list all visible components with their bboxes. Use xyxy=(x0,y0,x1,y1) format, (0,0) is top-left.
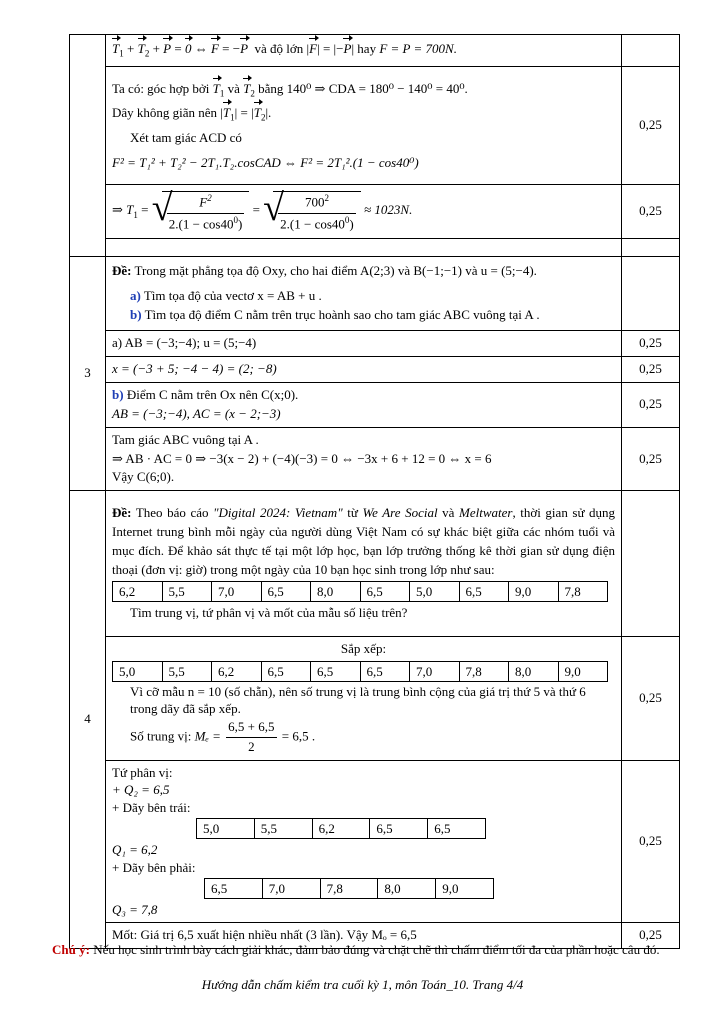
right-half-table: 6,5 7,0 7,8 8,0 9,0 xyxy=(204,878,494,899)
table-row: Sắp xếp: 5,0 5,5 6,2 6,5 6,5 6,5 7,0 7,8 8,0 9,0 Vì cỡ mẫu n = 10 (số chẵn), nên số trung vị là trung bình cộng của giá trị thứ 5 và thứ 6 trong dãy đã sắp xếp. Số trung vị: Mₑ = $\frac{6,5 + 6,5}{2}$ = 6,5 . 0,25 xyxy=(70,637,680,760)
table-row: Tam giác ABC vuông tại A . ⇒ AB · AC = 0 ⇒ −3(x − 2) + (−4)(−3) = 0 ⇔ −3x + 6 + 12 = 0 ⇔ x = 6 Vậy C(6;0). 0,25 xyxy=(70,427,680,491)
table-row xyxy=(70,67,680,185)
score-cell: 0,25 xyxy=(622,67,680,185)
vector-sum-line: $T_1 + T_2 + P = 0$ ⇔ F = −P và độ lớn |F| = |−P| hay F = P = 700N. xyxy=(106,35,622,67)
raw-data-table: 6,2 5,5 7,0 6,5 8,0 6,5 5,0 6,5 9,0 7,8 xyxy=(112,581,608,602)
score-cell: 0,25 xyxy=(622,185,680,239)
grading-table xyxy=(69,34,680,949)
table-row: a) AB = (−3;−4); u = (5;−4) 0,25 xyxy=(70,331,680,357)
page-footer: Hướng dẫn chấm kiểm tra cuối kỳ 1, môn Toán_10. Trang 4/4 xyxy=(201,977,524,992)
table-row xyxy=(70,491,680,637)
grading-table-container xyxy=(69,34,679,949)
angle-analysis: Ta có: góc hợp bởi $T_1$ và $T_2$ bằng 140⁰ ⇒ CDA = 180⁰ − 140⁰ = 40⁰. Dây không giãn nên $|T_1| = |T_2|$. Xét tam giác ACD có F² = T₁² + T₂² − 2T₁.T₂.cosCAD ⇔ F² = 2T₁².(1 − cos40⁰) xyxy=(106,67,622,185)
question-number: 4 xyxy=(70,491,106,948)
footer-note: Chú ý: Nếu học sinh trình bày cách giải khác, đảm bảo đúng và chặt chẽ thì chấm điểm tối đa của phần hoặc câu đó. xyxy=(52,942,660,957)
table-row: Tứ phân vị: + Q₂ = 6,5 + Dãy bên trái: 5,0 5,5 6,2 6,5 6,5 Q₁ = 6,2 + Dãy bên phải: 6,5 7,0 7,8 8,0 9,0 Q₃ = 7,8 0,25 xyxy=(70,760,680,922)
tension-result: ⇒ $T_1$ = √ $\frac{F^2}{2.(1 - \cos 40^0)}$ = √ $\frac{700^2}{2.(1 - \cos 40^0)}$ ≈ 1023N. xyxy=(106,185,622,239)
left-half-table: 5,0 5,5 6,2 6,5 6,5 xyxy=(196,818,486,839)
q4-statement: Đề: Theo báo cáo "Digital 2024: Vietnam" từ We Are Social và Meltwater, thời gian sử dụng Internet trung bình mỗi ngày của người dùng Việt Nam có sự khác biệt giữa các nhóm tuổi và mục đích. Để khảo sát thực tế tại một lớp học, bạn lớp trưởng thống kê thời gian sử dụng điện thoại (đơn vị: giờ) trong một ngày của 10 bạn học sinh trong lớp như sau: 6,2 5,5 7,0 6,5 8,0 6,5 5,0 6,5 9,0 7,8 Tìm trung vị, tứ phân vị và mốt của mẫu số liệu trên? xyxy=(106,491,622,637)
table-row: b) Điểm C nằm trên Ox nên C(x;0). AB = (−3;−4), AC = (x − 2;−3) 0,25 xyxy=(70,383,680,428)
table-row: Mốt: Giá trị 6,5 xuất hiện nhiều nhất (3 lần). Vậy Mₒ = 6,5 0,25 xyxy=(70,922,680,948)
table-row xyxy=(70,239,680,257)
table-row xyxy=(70,185,680,239)
table-row xyxy=(70,257,680,331)
q3-statement: Đề: Trong mặt phẳng tọa độ Oxy, cho hai điểm A(2;3) và B(−1;−1) và u = (5;−4). a) Tìm tọa độ của vectơ x = AB + u . b) Tìm tọa độ điểm C nằm trên trục hoành sao cho tam giác ABC vuông tại A . xyxy=(106,257,622,331)
sorted-data-table: 5,0 5,5 6,2 6,5 6,5 6,5 7,0 7,8 8,0 9,0 xyxy=(112,661,608,682)
table-row: x = (−3 + 5; −4 − 4) = (2; −8) 0,25 xyxy=(70,357,680,383)
table-row xyxy=(70,35,680,67)
question-number: 3 xyxy=(70,257,106,491)
